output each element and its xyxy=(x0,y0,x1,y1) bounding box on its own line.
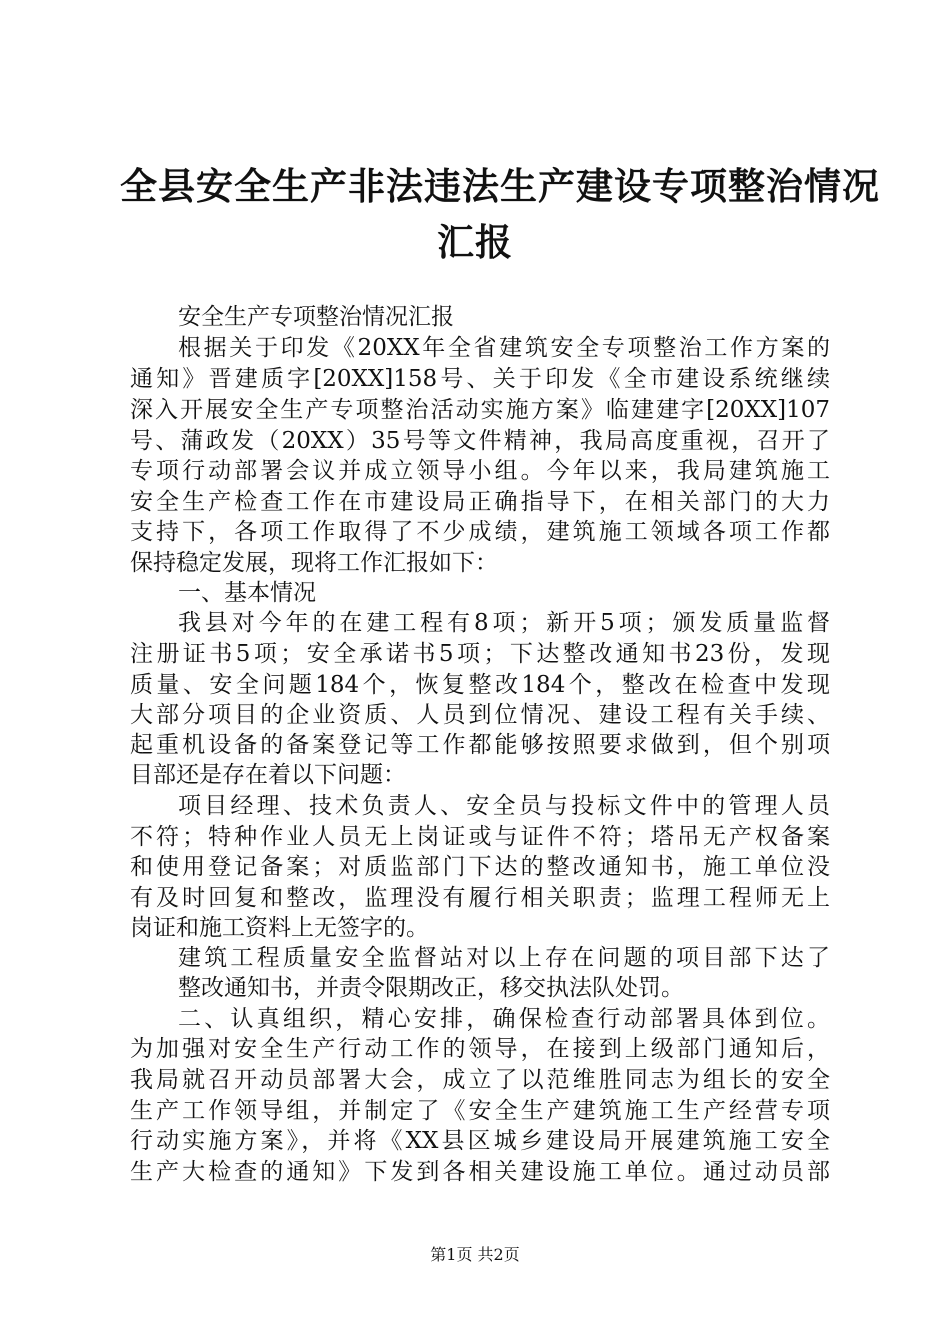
document-title-line-1: 全县安全生产非法违法生产建设专项整治情况 xyxy=(120,164,880,208)
body-line: 支持下，各项工作取得了不少成绩，建筑施工领域各项工作都 xyxy=(130,519,830,545)
body-line: 目部还是存在着以下问题： xyxy=(130,762,406,788)
body-line: 岗证和施工资料上无签字的。 xyxy=(130,915,429,941)
section-heading: 一、基本情况 xyxy=(178,580,316,606)
subtitle-line: 安全生产专项整治情况汇报 xyxy=(178,304,454,330)
body-line: 注册证书5项；安全承诺书5项；下达整改通知书23份，发现 xyxy=(130,641,830,667)
body-line: 质量、安全问题184个，恢复整改184个，整改在检查中发现 xyxy=(130,672,830,698)
section-heading: 二、认真组织，精心安排，确保检查行动部署具体到位。 xyxy=(178,1006,830,1032)
body-line: 整改通知书，并责令限期改正，移交执法队处罚。 xyxy=(178,975,684,1001)
body-line: 生产大检查的通知》下发到各相关建设施工单位。通过动员部 xyxy=(130,1159,830,1185)
body-line: 保持稳定发展，现将工作汇报如下： xyxy=(130,550,498,576)
body-line: 行动实施方案》，并将《XX县区城乡建设局开展建筑施工安全 xyxy=(130,1128,830,1154)
body-line: 项目经理、技术负责人、安全员与投标文件中的管理人员 xyxy=(178,793,830,819)
body-line: 专项行动部署会议并成立领导小组。今年以来，我局建筑施工 xyxy=(130,458,830,484)
body-line: 通知》晋建质字[20XX]158号、关于印发《全市建设系统继续 xyxy=(130,366,830,392)
body-line: 不符；特种作业人员无上岗证或与证件不符；塔吊无产权备案 xyxy=(130,824,830,850)
body-line: 生产工作领导组，并制定了《安全生产建筑施工生产经营专项 xyxy=(130,1098,830,1124)
body-line: 建筑工程质量安全监督站对以上存在问题的项目部下达了 xyxy=(178,945,830,971)
body-line: 深入开展安全生产专项整治活动实施方案》临建建字[20XX]107 xyxy=(130,397,830,423)
body-line: 和使用登记备案；对质监部门下达的整改通知书，施工单位没 xyxy=(130,854,830,880)
body-line: 大部分项目的企业资质、人员到位情况、建设工程有关手续、 xyxy=(130,702,830,728)
body-line: 有及时回复和整改，监理没有履行相关职责；监理工程师无上 xyxy=(130,885,830,911)
page-number-footer: 第1页 共2页 xyxy=(430,1245,520,1264)
body-line: 号、蒲政发（20XX）35号等文件精神，我局高度重视，召开了 xyxy=(130,428,830,454)
body-line: 我局就召开动员部署大会，成立了以范维胜同志为组长的安全 xyxy=(130,1067,830,1093)
body-line: 安全生产检查工作在市建设局正确指导下，在相关部门的大力 xyxy=(130,489,830,515)
document-title-line-2: 汇报 xyxy=(437,220,513,264)
body-line: 我县对今年的在建工程有8项；新开5项；颁发质量监督 xyxy=(178,610,830,636)
body-line: 根据关于印发《20XX年全省建筑安全专项整治工作方案的 xyxy=(178,335,830,361)
body-line: 起重机设备的备案登记等工作都能够按照要求做到，但个别项 xyxy=(130,732,830,758)
body-line: 为加强对安全生产行动工作的领导，在接到上级部门通知后， xyxy=(130,1036,830,1062)
